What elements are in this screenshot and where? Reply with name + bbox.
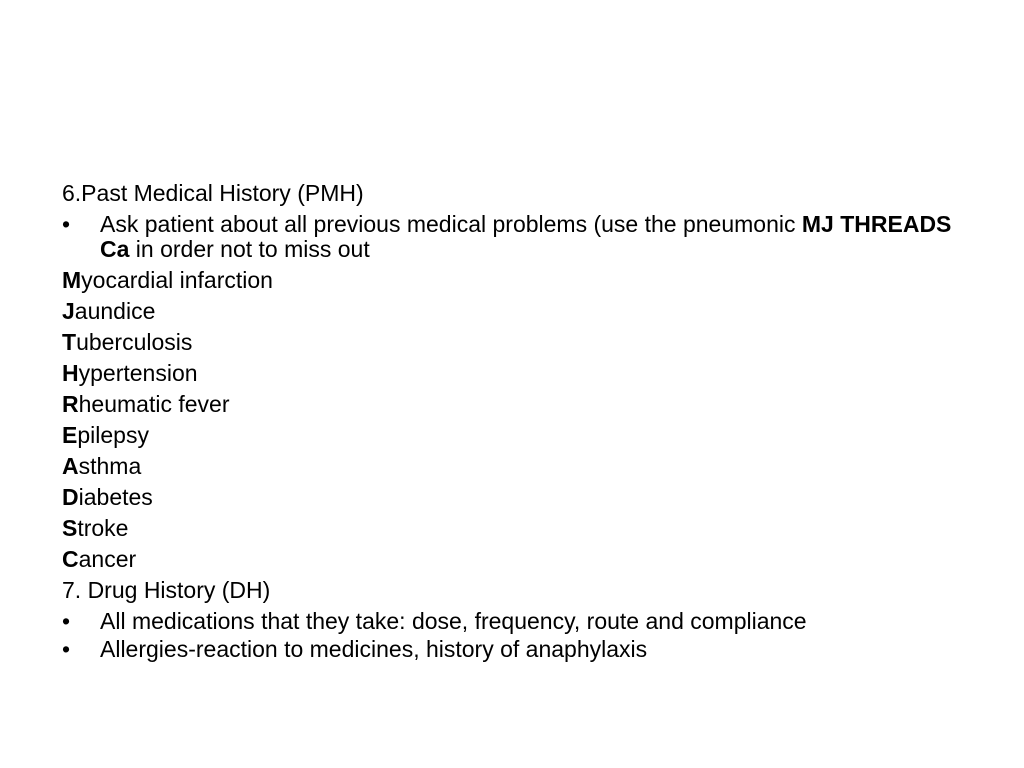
dh-bullet-medications — [62, 609, 962, 634]
mnemonic-item-hypertension — [62, 358, 962, 389]
slide-content — [62, 178, 962, 665]
bullet-marker: • — [62, 636, 71, 662]
mnemonic-rest: ypertension — [78, 360, 198, 386]
mnemonic-letter: R — [62, 391, 79, 417]
pmh-mnemonic: MJ THREADS Ca — [100, 211, 952, 262]
mnemonic-item-epilepsy — [62, 420, 962, 451]
mnemonic-rest: pilepsy — [77, 422, 149, 448]
mnemonic-rest: yocardial infarction — [81, 267, 273, 293]
bullet-marker: • — [62, 211, 71, 237]
pmh-bullet — [62, 212, 962, 262]
mnemonic-letter: T — [62, 329, 77, 355]
mnemonic-item-diabetes — [62, 482, 962, 513]
dh-bullet-text: All medications that they take: dose, frequency, route and compliance — [100, 608, 807, 634]
mnemonic-letter: S — [62, 515, 78, 541]
mnemonic-rest: sthma — [78, 453, 142, 479]
pmh-heading: 6.Past Medical History (PMH) — [62, 180, 364, 206]
mnemonic-letter: J — [62, 298, 75, 324]
dh-bullet-text: Allergies-reaction to medicines, history of anaphylaxis — [100, 636, 648, 662]
dh-bullet-allergies — [62, 637, 962, 662]
mnemonic-item-rheumatic-fever — [62, 389, 962, 420]
bullet-marker: • — [62, 608, 71, 634]
mnemonic-item-tuberculosis — [62, 327, 962, 358]
mnemonic-item-myocardial — [62, 265, 962, 296]
pmh-bullet-text-before: Ask patient about all previous medical problems (use the pneumonic — [100, 211, 802, 237]
mnemonic-rest: ancer — [78, 546, 137, 572]
mnemonic-rest: uberculosis — [76, 329, 193, 355]
mnemonic-letter: H — [62, 360, 79, 386]
mnemonic-letter: E — [62, 422, 78, 448]
dh-heading: 7. Drug History (DH) — [62, 577, 271, 603]
mnemonic-item-cancer — [62, 544, 962, 575]
mnemonic-item-asthma — [62, 451, 962, 482]
mnemonic-letter: C — [62, 546, 79, 572]
mnemonic-rest: iabetes — [78, 484, 153, 510]
pmh-bullet-text-after: in order not to miss out — [129, 236, 370, 262]
mnemonic-letter: D — [62, 484, 79, 510]
mnemonic-rest: aundice — [74, 298, 156, 324]
mnemonic-letter: A — [62, 453, 79, 479]
mnemonic-letter: M — [62, 267, 82, 293]
mnemonic-item-stroke — [62, 513, 962, 544]
mnemonic-rest: heumatic fever — [78, 391, 230, 417]
mnemonic-rest: troke — [77, 515, 129, 541]
mnemonic-item-jaundice — [62, 296, 962, 327]
